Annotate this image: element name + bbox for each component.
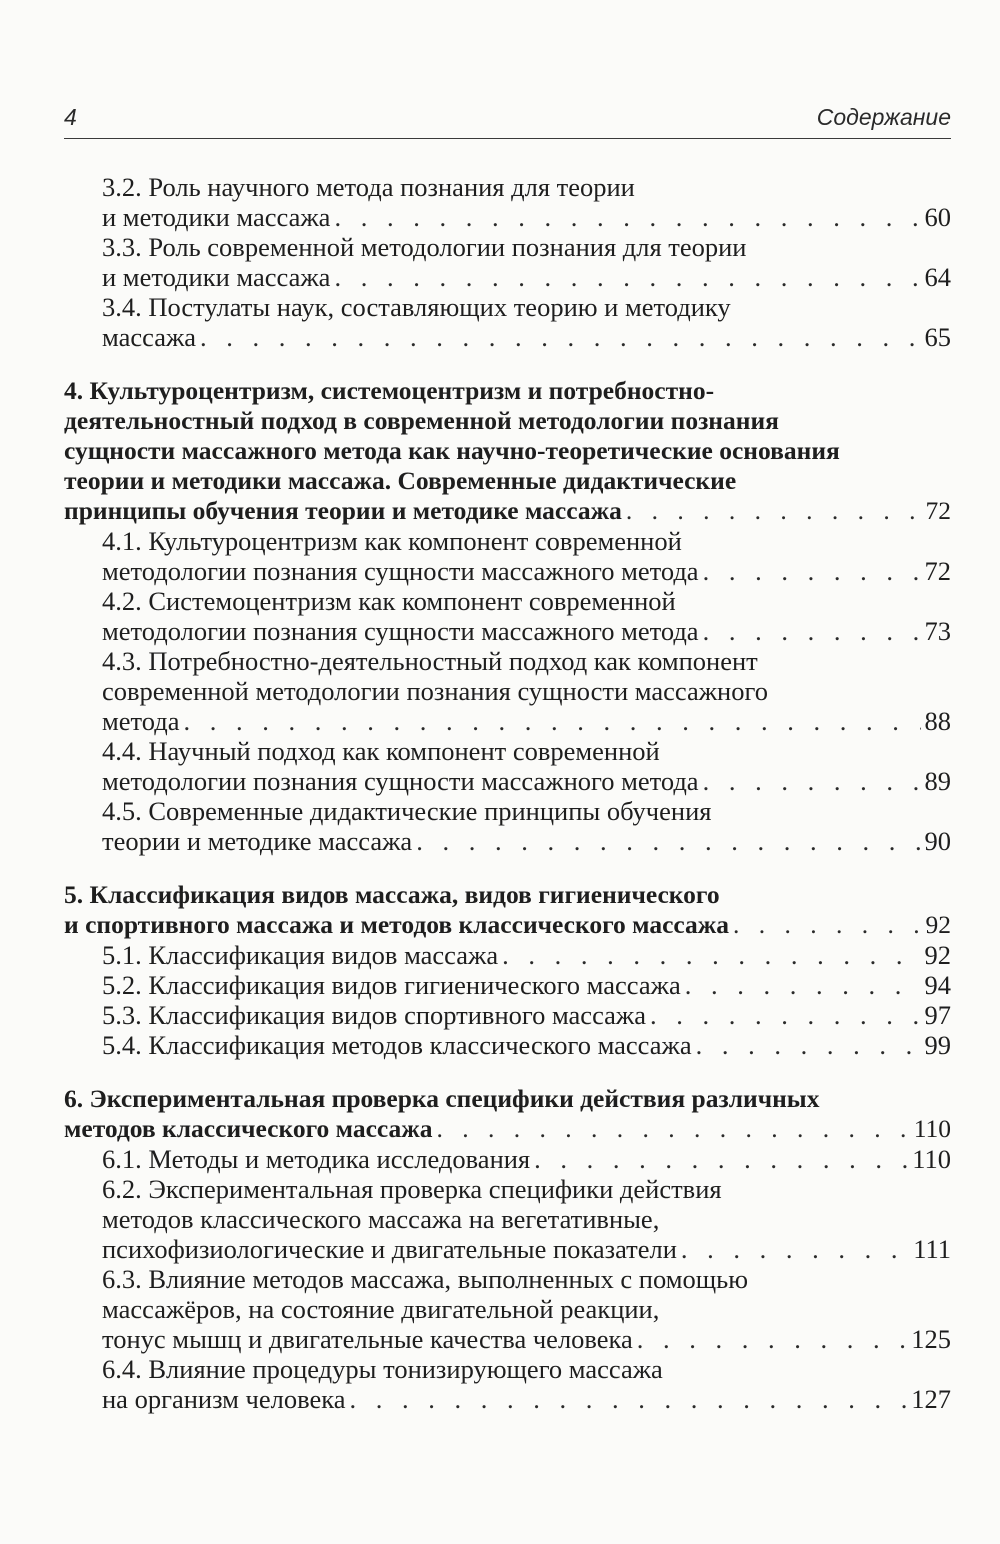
dot-leader [534,1144,908,1174]
toc-entry-text: массажа [102,322,197,352]
toc-entry-text: методологии познания сущности массажного метода [102,616,699,646]
toc-entry-text: принципы обучения теории и методике массажа [64,496,622,525]
toc-entry-text: тонус мышц и двигательные качества человека [102,1324,633,1354]
toc-entry-line [64,1384,951,1414]
toc-entry-line [64,202,951,232]
toc-entry-line [64,172,951,202]
toc-entry-line [64,616,951,646]
toc-page-number: 99 [924,1030,951,1060]
toc-entry-line [64,1030,951,1060]
toc-entry-text: 5.3. Классификация видов спортивного массажа [102,1000,646,1030]
toc-section-entry[interactable] [64,940,951,970]
running-header [64,100,951,139]
toc-entry-line [64,1354,951,1384]
dot-leader [703,616,921,646]
toc-entry-line [64,706,951,736]
toc-entry-line [64,526,951,556]
dot-leader [703,766,921,796]
toc-entry-text: методологии познания сущности массажного метода [102,766,699,796]
toc-entry-text: 3.4. Постулаты наук, составляющих теорию и методику [102,292,731,322]
toc-entry-text: 3.2. Роль научного метода познания для теории [102,172,635,202]
toc-entry-text: деятельностный подход в современной методологии познания [64,406,779,435]
chapter-spacer [64,1060,951,1084]
toc-page-number: 72 [924,556,951,586]
toc-page-number: 92 [924,940,951,970]
toc-entry-line [64,1174,951,1204]
toc-entry-text: метода [102,706,180,736]
toc-entry-text: сущности массажного метода как научно-теоретические основания [64,436,840,465]
toc-entry-line [64,586,951,616]
toc-entry-line [64,1204,951,1234]
dot-leader [334,202,920,232]
toc-entry-text: 3.3. Роль современной методологии познания для теории [102,232,747,262]
toc-entry-line [64,970,951,1000]
toc-page-number: 97 [924,1000,951,1030]
toc-entry-text: 4.2. Системоцентризм как компонент современной [102,586,676,616]
toc-entry-line [64,376,951,406]
toc-entry-text: и спортивного массажа и методов классического массажа [64,910,730,939]
toc-entry-line [64,826,951,856]
dot-leader [696,1030,921,1060]
toc-entry-text: 5.4. Классификация методов классического массажа [102,1030,692,1060]
toc-entry-text: 4.4. Научный подход как компонент современной [102,736,660,766]
toc-section-entry[interactable] [64,232,951,292]
toc-entry-text: и методики массажа [102,202,331,232]
dot-leader [349,1384,907,1414]
toc-page-number: 88 [924,706,951,736]
toc-entry-text: теории и методики массажа. Современные дидактические [64,466,737,495]
toc-entry-text: 4.5. Современные дидактические принципы обучения [102,796,712,826]
toc-entry-text: 5.2. Классификация видов гигиенического массажа [102,970,681,1000]
toc-entry-text: массажёров, на состояние двигательной реакции, [102,1294,660,1324]
toc-section-entry[interactable] [64,1000,951,1030]
dot-leader [200,322,920,352]
toc-entry-text: методологии познания сущности массажного метода [102,556,699,586]
toc-entry-text: 6. Экспериментальная проверка специфики действия различных [64,1084,820,1113]
toc-entry-text: на организм человека [102,1384,346,1414]
toc-section-entry[interactable] [64,796,951,856]
page-number: 4 [64,104,77,130]
chapter-spacer [64,856,951,880]
dot-leader [733,910,921,940]
toc-entry-line [64,1000,951,1030]
toc-entry-text: 5.1. Классификация видов массажа [102,940,499,970]
toc-chapter-entry[interactable] [64,376,951,526]
toc-chapter-entry[interactable] [64,880,951,940]
toc-section-entry[interactable] [64,1144,951,1174]
toc-entry-line [64,880,951,910]
dot-leader [637,1324,907,1354]
toc-entry-text: 6.3. Влияние методов массажа, выполненных с помощью [102,1264,749,1294]
toc-entry-line [64,262,951,292]
toc-entry-line [64,1294,951,1324]
toc-entry-line [64,1084,951,1114]
toc-entry-line [64,796,951,826]
toc-entry-line [64,1234,951,1264]
dot-leader [334,262,920,292]
toc-entry-text: психофизиологические и двигательные показатели [102,1234,677,1264]
toc-entry-text: и методики массажа [102,262,331,292]
toc-page-number: 89 [924,766,951,796]
toc-entry-text: теории и методике массажа [102,826,413,856]
toc-section-entry[interactable] [64,292,951,352]
toc-page-number: 73 [924,616,951,646]
table-of-contents [64,172,951,1414]
toc-entry-text: современной методологии познания сущности массажного [102,676,768,706]
toc-entry-line [64,436,951,466]
toc-section-entry[interactable] [64,1174,951,1264]
toc-entry-line [64,496,951,526]
toc-entry-line [64,556,951,586]
toc-section-entry[interactable] [64,736,951,796]
toc-entry-line [64,940,951,970]
toc-entry-line [64,766,951,796]
toc-page-number: 110 [913,1114,951,1143]
dot-leader [184,706,921,736]
toc-page-number: 94 [924,970,951,1000]
toc-section-entry[interactable] [64,172,951,232]
toc-entry-line [64,1114,951,1144]
toc-entry-text: 6.2. Экспериментальная проверка специфики действия [102,1174,722,1204]
toc-entry-line [64,646,951,676]
toc-entry-line [64,232,951,262]
toc-section-entry[interactable] [64,1264,951,1354]
toc-entry-text: 4. Культуроцентризм, системоцентризм и потребностно- [64,376,715,405]
toc-entry-line [64,466,951,496]
toc-entry-text: 4.3. Потребностно-деятельностный подход как компонент [102,646,758,676]
toc-page-number: 92 [925,910,951,939]
toc-chapter-entry[interactable] [64,1084,951,1144]
toc-section-entry[interactable] [64,1354,951,1414]
toc-page-number: 110 [912,1144,951,1174]
toc-entry-line [64,1324,951,1354]
toc-page-number: 72 [925,496,951,525]
toc-entry-line [64,1144,951,1174]
toc-page-number: 64 [924,262,951,292]
toc-entry-text: методов классического массажа [64,1114,433,1143]
toc-entry-line [64,1264,951,1294]
toc-section-entry[interactable] [64,970,951,1000]
toc-entry-text: 5. Классификация видов массажа, видов гигиенического [64,880,720,909]
toc-page-number: 125 [911,1324,951,1354]
dot-leader [416,826,920,856]
toc-page-number: 60 [924,202,951,232]
toc-section-entry[interactable] [64,586,951,646]
dot-leader [626,496,922,526]
toc-entry-text: 6.1. Методы и методика исследования [102,1144,531,1174]
running-title: Содержание [816,104,951,130]
toc-entry-text: 4.1. Культуроцентризм как компонент современной [102,526,682,556]
toc-entry-line [64,406,951,436]
dot-leader [502,940,920,970]
toc-page-number: 90 [924,826,951,856]
toc-entry-text: методов классического массажа на вегетативные, [102,1204,660,1234]
toc-entry-line [64,910,951,940]
toc-entry-line [64,676,951,706]
dot-leader [703,556,921,586]
chapter-spacer [64,352,951,376]
toc-page-number: 111 [913,1234,951,1264]
dot-leader [437,1114,910,1144]
dot-leader [685,970,921,1000]
dot-leader [681,1234,909,1264]
toc-page-number: 127 [911,1384,951,1414]
toc-page-number: 65 [924,322,951,352]
toc-section-entry[interactable] [64,1030,951,1060]
dot-leader [650,1000,921,1030]
toc-entry-line [64,322,951,352]
toc-entry-text: 6.4. Влияние процедуры тонизирующего массажа [102,1354,663,1384]
toc-entry-line [64,292,951,322]
toc-entry-line [64,736,951,766]
toc-section-entry[interactable] [64,646,951,736]
toc-section-entry[interactable] [64,526,951,586]
